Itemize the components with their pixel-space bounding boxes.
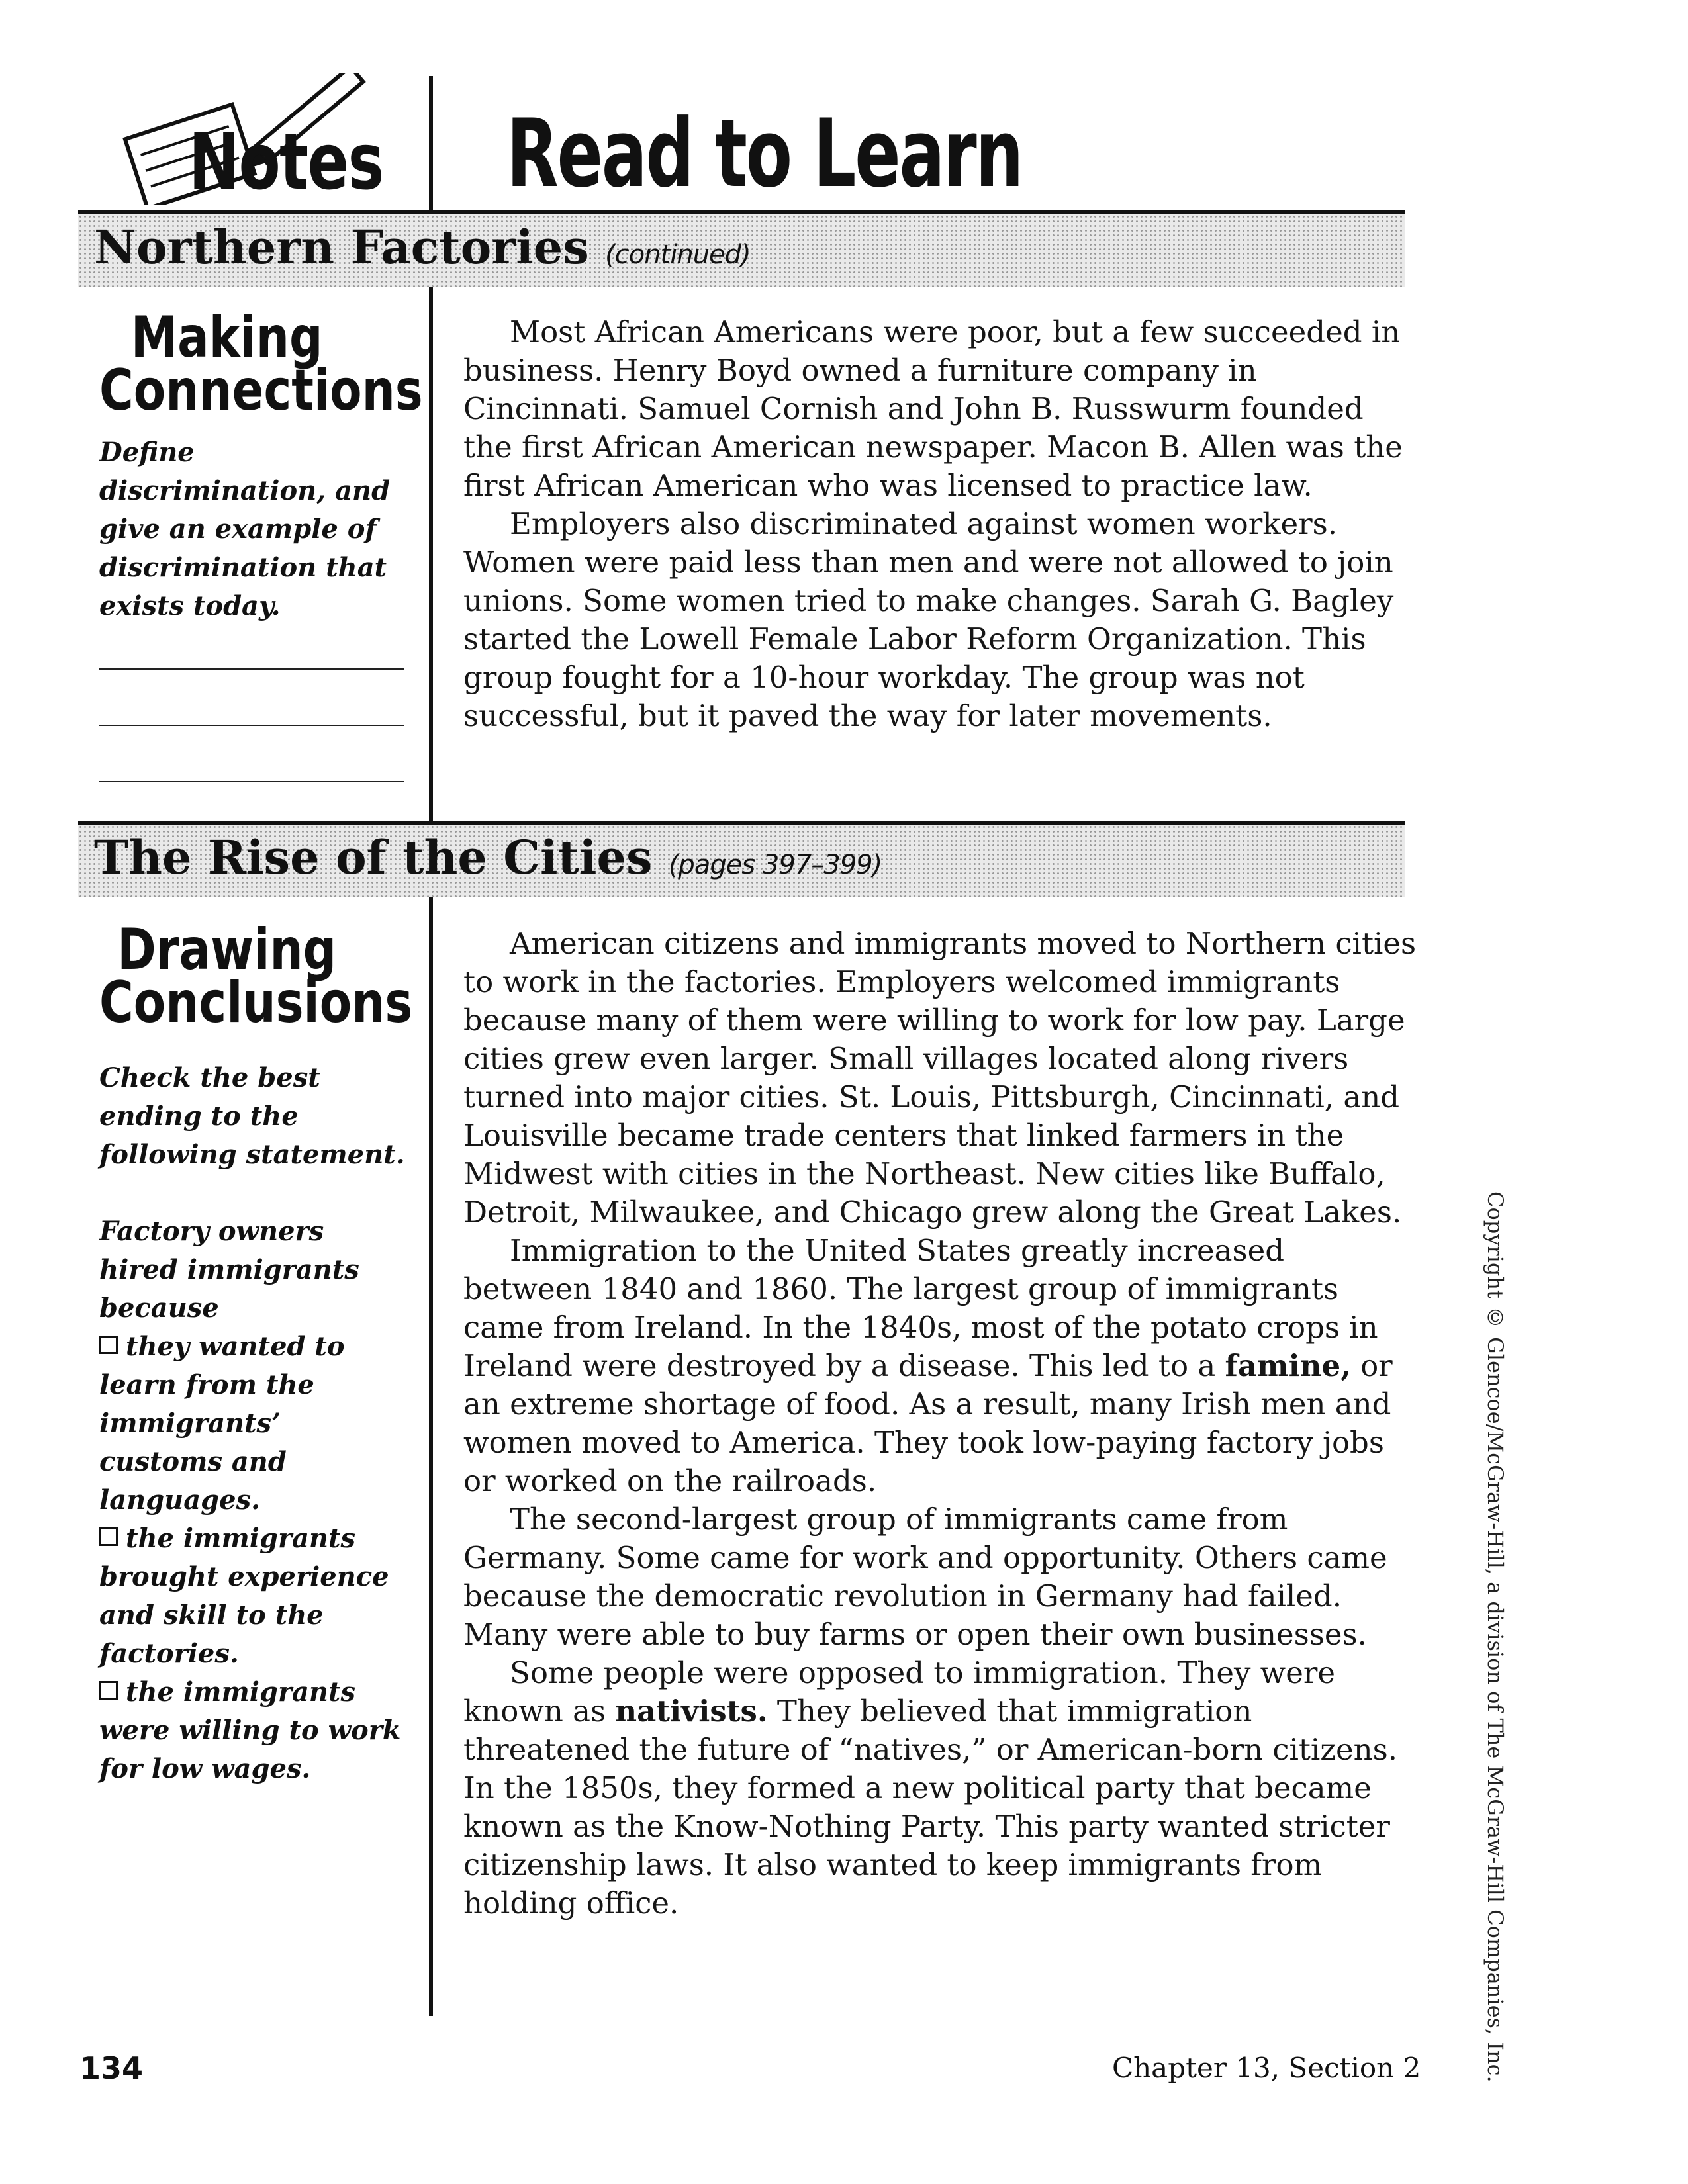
checkbox[interactable]	[99, 1527, 118, 1546]
checkbox[interactable]	[99, 1336, 118, 1354]
quiz-option[interactable]: the immigrants were willing to work for low wages.	[99, 1676, 401, 1784]
column-divider-section2	[429, 897, 433, 2016]
chapter-reference: Chapter 13, Section 2	[1112, 2052, 1421, 2084]
notes-label: Notes	[189, 116, 383, 207]
read-to-learn-title: Read to Learn	[506, 99, 1023, 208]
paragraph: Immigration to the United States greatly increased between 1840 and 1860. The largest group of immigrants came from Ireland. In the 1840s, most of the potato crops in Ireland were destroyed by a disease. This led to a famine, or an extreme shortage of food. As a result, many Irish men and women moved to America. They took low-paying factory jobs or worked on the railroads.	[463, 1233, 1393, 1498]
column-divider-section1	[429, 287, 433, 821]
column-divider-top	[429, 76, 433, 215]
quiz-statement: Factory owners hired immigrants because	[99, 1216, 359, 1324]
page-number: 134	[79, 2050, 144, 2086]
paragraph: American citizens and immigrants moved to Northern cities to work in the factories. Employers welcomed immigrants because many of them were willing to work for low pay. Large cities grew even larger. Small villages located along rivers turned into major cities. St. Louis, Pittsburgh, Cincinnati, and Louisville became trade centers that linked farmers in the Midwest with cities in the Northeast. New cities like Buffalo, Detroit, Milwaukee, and Chicago grew along the Great Lakes.	[463, 926, 1417, 1230]
section2-body	[463, 925, 1417, 1923]
making-connections-heading: Making Connections	[99, 304, 423, 424]
drawing-conclusions-heading: Drawing Conclusions	[99, 917, 413, 1036]
paragraph: Employers also discriminated against women workers. Women were paid less than men and were not allowed to join unions. Some women tried to make changes. Sarah G. Bagley started the Lowell Female Labor Reform Organization. This group fought for a 10-hour workday. The group was not successful, but it paved the way for later movements.	[463, 506, 1394, 733]
sidebar-instruction: Check the best ending to the following statement.	[99, 1062, 405, 1170]
section-band-rise-of-cities	[78, 821, 1405, 897]
key-term-nativists: nativists.	[615, 1694, 768, 1729]
quiz-option[interactable]: they wanted to learn from the immigrants’ customs and languages.	[99, 1331, 345, 1516]
section-note: (continued)	[605, 240, 751, 270]
section-note: (pages 397–399)	[668, 850, 882, 880]
quiz-option[interactable]: the immigrants brought experience and skill to the factories.	[99, 1523, 389, 1669]
section-title: Northern Factories	[94, 220, 589, 275]
paragraph: Most African Americans were poor, but a few succeeded in business. Henry Boyd owned a furniture company in Cincinnati. Samuel Cornish and John B. Russwurm founded the first African American newspaper. Macon B. Allen was the first African American who was licensed to practice law.	[463, 314, 1403, 503]
section-band-northern-factories	[78, 210, 1405, 287]
paragraph: Some people were opposed to immigration. They were known as nativists. They believed that immigration threatened the future of “natives,” or American-born citizens. In the 1850s, they formed a new political party that became known as the Know-Nothing Party. This party wanted stricter citizenship laws. It also wanted to keep immigrants from holding office.	[463, 1655, 1398, 1921]
section1-body	[463, 313, 1417, 735]
sidebar-prompt: Define discrimination, and give an example of discrimination that exists today.	[99, 437, 391, 621]
copyright-notice: Copyright © Glencoe/McGraw-Hill, a division of The McGraw-Hill Companies, Inc.	[1483, 1191, 1508, 2083]
answer-line	[99, 725, 404, 726]
key-term-famine: famine,	[1225, 1348, 1351, 1383]
sidebar-quiz	[99, 1212, 410, 1788]
paragraph: The second-largest group of immigrants came from Germany. Some came for work and opportunity. Others came because the democratic revolution in Germany had failed. Many were able to buy farms or open their own businesses.	[463, 1502, 1387, 1652]
answer-line	[99, 668, 404, 670]
checkbox[interactable]	[99, 1681, 118, 1700]
section-title: The Rise of the Cities	[94, 830, 653, 885]
answer-line	[99, 781, 404, 782]
